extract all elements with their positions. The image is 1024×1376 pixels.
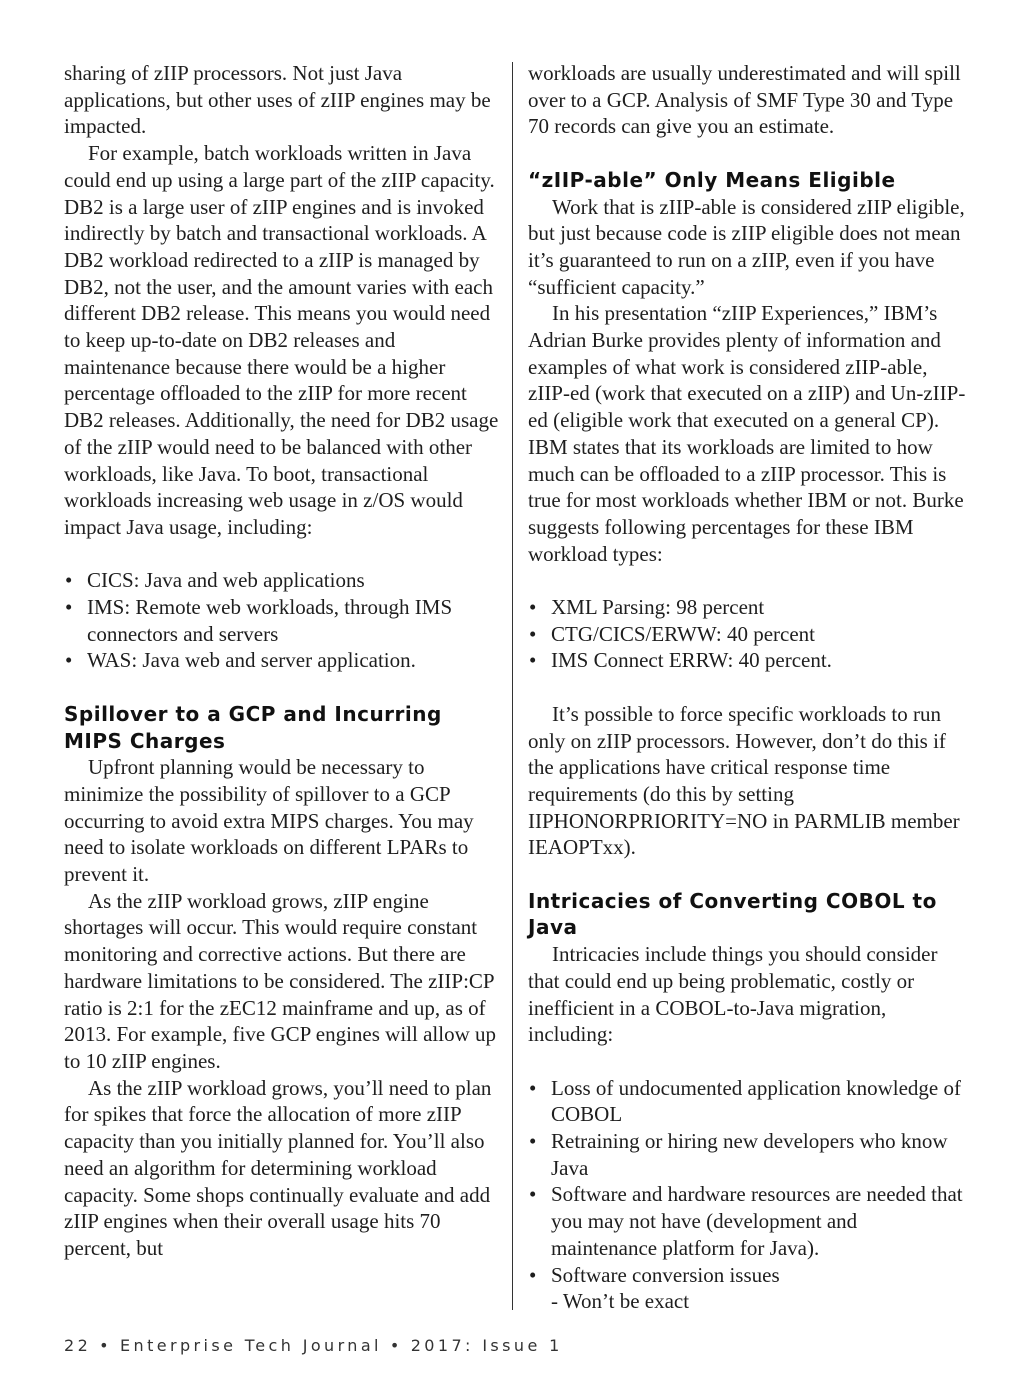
bullet-list [528, 1075, 968, 1289]
separator-dot: • [389, 1336, 403, 1355]
paragraph: Intricacies include things you should consider that could end up being problematic, costly or inefficient in a COBOL-to-Java migration, including: [528, 942, 938, 1047]
list-item: • CICS: Java and web applications [64, 567, 504, 594]
paragraph: As the zIIP workload grows, you’ll need to plan for spikes that force the allocation of more zIIP capacity than you initially planned for. You’ll also need an algorithm for determining workload capacity. Some shops continually evaluate and add zIIP engines when their overall usage hits 70 percent, but [64, 1075, 492, 1260]
bullet-list [64, 567, 504, 674]
paragraph: sharing of zIIP processors. Not just Java applications, but other uses of zIIP engines may be impacted. [64, 61, 491, 139]
left-column [64, 60, 504, 1262]
list-item: • Software conversion issues [528, 1262, 968, 1289]
section-heading: “zIIP-able” Only Means Eligible [528, 167, 896, 192]
list-item: • XML Parsing: 98 percent [528, 594, 968, 621]
list-item: • Software and hardware resources are needed that you may not have (development and maintenance platform for Java). [528, 1181, 968, 1261]
column-divider [512, 62, 513, 1310]
list-item: • Retraining or hiring new developers who know Java [528, 1128, 968, 1181]
list-item: • CTG/CICS/ERWW: 40 percent [528, 621, 968, 648]
list-item: • IMS Connect ERRW: 40 percent. [528, 647, 968, 674]
paragraph: As the zIIP workload grows, zIIP engine shortages will occur. This would require constant monitoring and corrective actions. But there are hardware limitations to be considered. The zIIP:CP ratio is 2:1 for the zEC12 mainframe and up, as of 2013. For example, five GCP engines will allow up to 10 zIIP engines. [64, 888, 496, 1073]
page-number: 22 [64, 1336, 92, 1355]
section-heading: Intricacies of Converting COBOL to Java [528, 888, 937, 940]
paragraph: workloads are usually underestimated and will spill over to a GCP. Analysis of SMF Type 30 and Type 70 records can give you an estimate. [528, 61, 961, 139]
paragraph: Upfront planning would be necessary to minimize the possibility of spillover to a GCP occurring to avoid extra MIPS charges. You may need to isolate workloads on different LPARs to prevent it. [64, 755, 474, 887]
list-item: • IMS: Remote web workloads, through IMS connectors and servers [64, 594, 504, 647]
right-column [528, 60, 968, 1315]
list-item: • WAS: Java web and server application. [64, 647, 504, 674]
issue-label: 2017: Issue 1 [410, 1336, 563, 1355]
page-footer [64, 1336, 563, 1355]
bullet-list [528, 594, 968, 674]
paragraph: It’s possible to force specific workloads to run only on zIIP processors. However, don’t do this if the applications have critical response time requirements (do this by setting IIPHONORPRIORITY=NO in PARMLIB member IEAOPTxx). [528, 701, 960, 860]
sub-list-item: - Won’t be exact [551, 1289, 690, 1314]
section-heading: Spillover to a GCP and Incurring MIPS Charges [64, 701, 442, 753]
paragraph: In his presentation “zIIP Experiences,” IBM’s Adrian Burke provides plenty of information and examples of what work is considered zIIP-able, zIIP-ed (work that executed on a zIIP) and Un-zIIP-ed (eligible work that executed on a general CP). IBM states that its workloads are limited to how much can be offloaded to a zIIP processor. This is true for most workloads whether IBM or not. Burke suggests following percentages for these IBM workload types: [528, 301, 966, 566]
paragraph: Work that is zIIP-able is considered zIIP eligible, but just because code is zIIP eligible does not mean it’s guaranteed to run on a zIIP, even if you have “sufficient capacity.” [528, 194, 965, 299]
list-item: • Loss of undocumented application knowledge of COBOL [528, 1075, 968, 1128]
paragraph: For example, batch workloads written in Java could end up using a large part of the zIIP capacity. DB2 is a large user of zIIP engines and is invoked indirectly by batch and transactional workloads. A DB2 workload redirected to a zIIP is managed by DB2, not the user, and the amount varies with each different DB2 release. This means you would need to keep up-to-date on DB2 releases and maintenance because there would be a higher percentage offloaded to the zIIP for more recent DB2 releases. Additionally, the need for DB2 usage of the zIIP would need to be balanced with other workloads, like Java. To boot, transactional workloads increasing web usage in z/OS would impact Java usage, including: [64, 141, 499, 539]
separator-dot: • [99, 1336, 113, 1355]
publication-name: Enterprise Tech Journal [120, 1336, 382, 1355]
